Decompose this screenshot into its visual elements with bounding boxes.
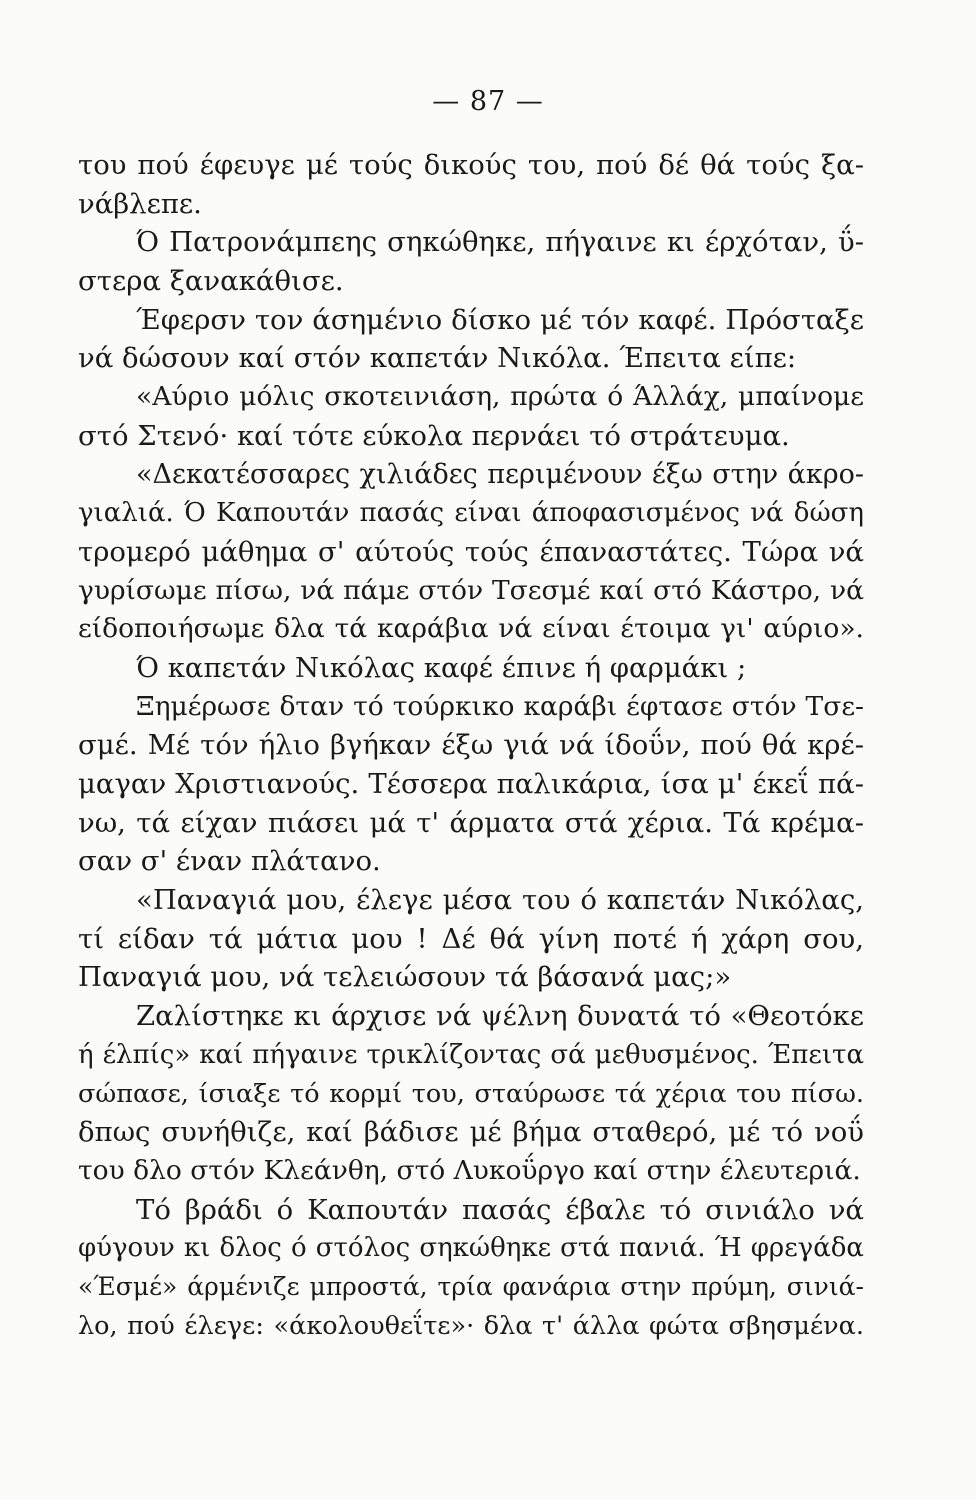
text-line: νάβλεπε. <box>78 187 202 220</box>
text-line: σμέ. Μέ τόν ήλιο βγήκαν έξω γιά νά ίδοΰν, πού θά κρέ- <box>78 729 864 762</box>
text-line: Ξημέρωσε δταν τό τούρκικο καράβι έφτασε στόν Τσε- <box>136 690 864 722</box>
text-line: «Έσμέ» άρμένιζε μπροστά, τρία φανάρια στην πρύμη, σινιά- <box>78 1271 864 1301</box>
text-line: Ό καπετάν Νικόλας καφέ έπινε ή φαρμάκι ; <box>136 651 747 684</box>
text-line: στό Στενό· καί τότε εύκολα περνάει τό στράτευμα. <box>78 419 790 452</box>
text-line: τρομερό μάθημα σ' αύτούς τούς έπαναστάτες. Τώρα νά <box>78 535 864 568</box>
text-line: νά δώσουν καί στόν καπετάν Νικόλα. Έπειτα είπε: <box>78 342 797 375</box>
text-line: νω, τά είχαν πιάσει μά τ' άρματα στά χέρια. Τά κρέμα- <box>78 806 864 839</box>
text-line: είδοποιήσωμε δλα τά καράβια νά είναι έτοιμα γι' αύριο». <box>78 613 864 645</box>
text-line: δπως συνήθιζε, καί βάδισε μέ βήμα σταθερό, μέ τό νοΰ <box>78 1116 864 1149</box>
text-line: «Παναγιά μου, έλεγε μέσα του ό καπετάν Νικόλας, <box>136 884 864 917</box>
text-line: Ό Πατρονάμπεης σηκώθηκε, πήγαινε κι έρχόταν, ΰ- <box>136 226 864 259</box>
text-line: γυρίσωμε πίσω, νά πάμε στόν Τσεσμέ καί στό Κάστρο, νά <box>78 574 864 606</box>
text-line: σαν σ' έναν πλάτανο. <box>78 845 381 878</box>
text-line: του πού έφευγε μέ τούς δικούς του, πού δέ θά τούς ξα- <box>78 149 864 181</box>
text-line: Έφερσν τον άσημένιο δίσκο μέ τόν καφέ. Πρόσταξε <box>136 303 864 336</box>
text-line: λο, πού έλεγε: «άκολουθεΐτε»· δλα τ' άλλα φώτα σβησμένα. <box>78 1310 864 1341</box>
text-line: ή έλπίς» καί πήγαινε τρικλίζοντας σά μεθυσμένος. Έπειτα <box>78 1039 864 1070</box>
text-line: «Αύριο μόλις σκοτεινιάση, πρώτα ό Άλλάχ, μπαίνομε <box>136 381 864 413</box>
text-line: Τό βράδι ό Καπουτάν πασάς έβαλε τό σινιάλο νά <box>136 1193 864 1226</box>
text-line: στερα ξανακάθισε. <box>78 265 344 298</box>
text-line: τί είδαν τά μάτια μου ! Δέ θά γίνη ποτέ ή χάρη σου, <box>78 922 864 955</box>
text-line: φύγουν κι δλος ό στόλος σηκώθηκε στά πανιά. Ή φρεγάδα <box>78 1233 864 1264</box>
text-line: γιαλιά. Ό Καπουτάν πασάς είναι άποφασισμένος νά δώση <box>78 498 864 529</box>
text-line: του δλο στόν Κλεάνθη, στό Λυκοΰργο καί στην έλευτεριά. <box>78 1154 861 1186</box>
text-line: «Δεκατέσσαρες χιλιάδες περιμένουν έξω στην άκρο- <box>136 458 864 490</box>
body-text <box>78 146 864 1345</box>
text-line: Παναγιά μου, νά τελειώσουν τά βάσανά μας;» <box>78 961 732 994</box>
text-line: Ζαλίστηκε κι άρχισε νά ψέλνη δυνατά τό «Θεοτόκε <box>136 1000 864 1033</box>
text-line: σώπασε, ίσιαξε τό κορμί του, σταύρωσε τά χέρια του πίσω. <box>78 1078 864 1109</box>
text-line: μαγαν Χριστιανούς. Τέσσερα παλικάρια, ίσα μ' έκεΐ πά- <box>78 768 864 800</box>
page-number: — 87 — <box>432 86 544 117</box>
